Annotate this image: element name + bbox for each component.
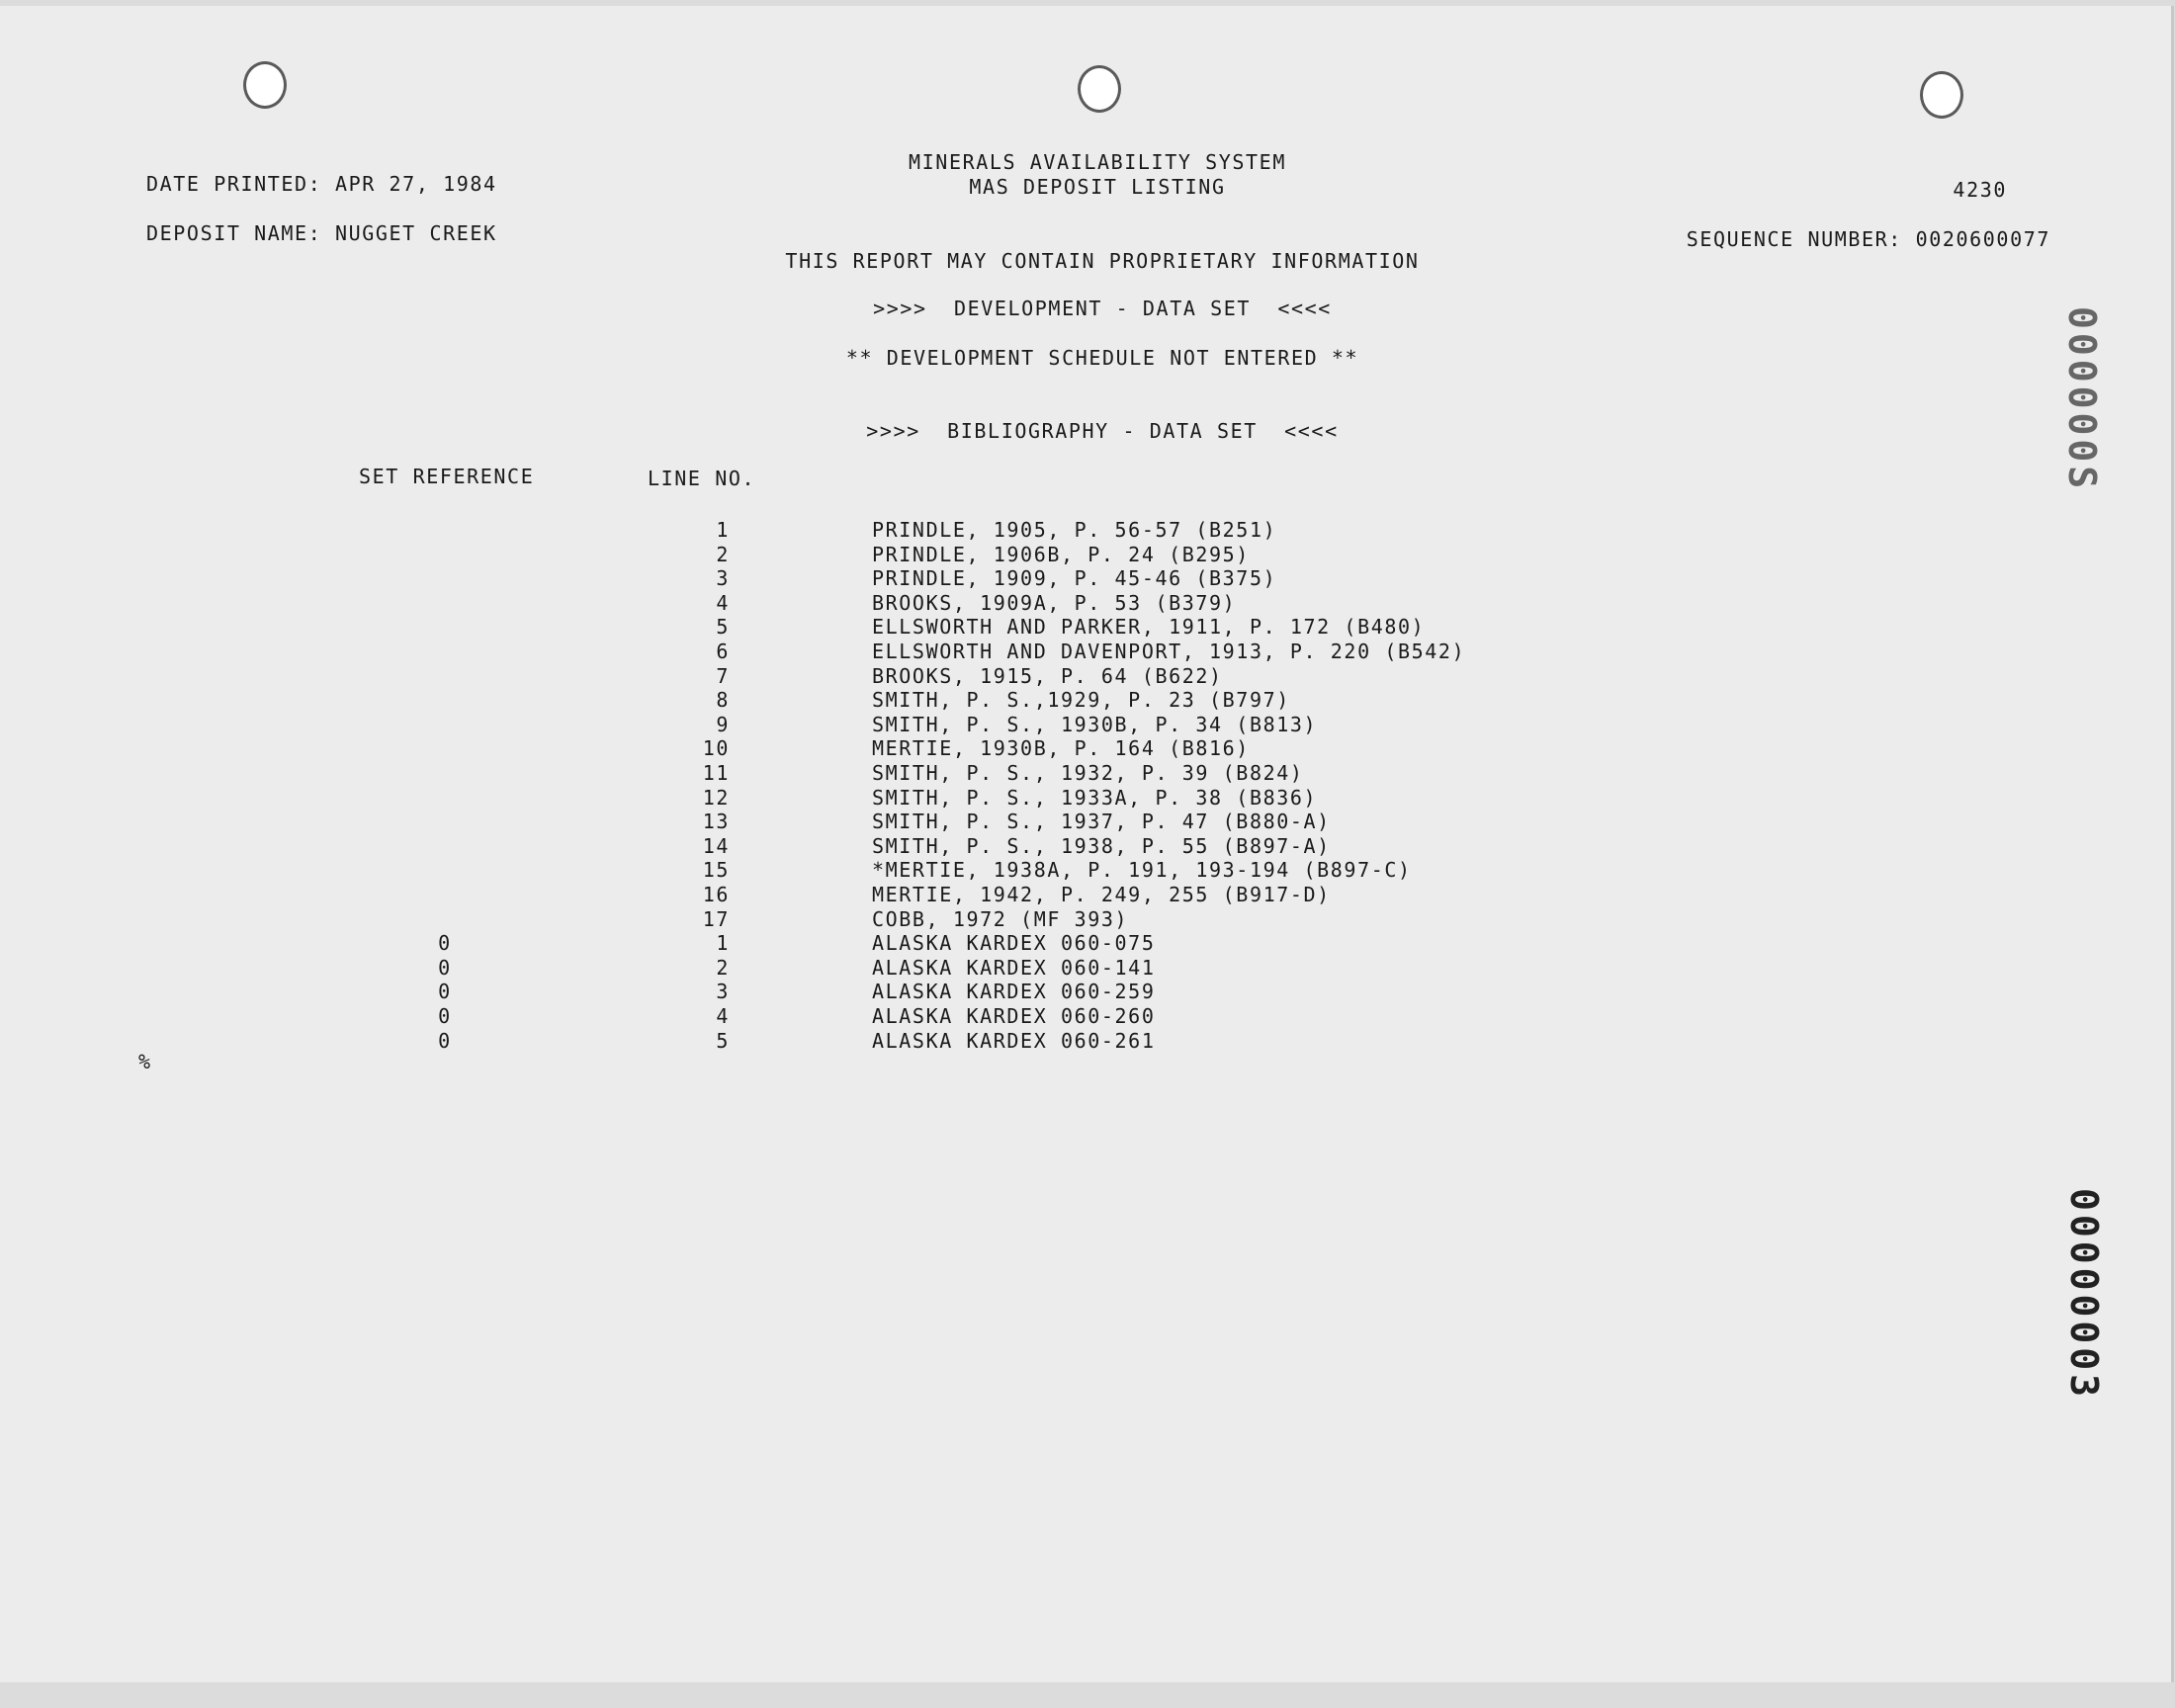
side-stamp-upper: 000000S (2060, 306, 2104, 493)
punch-hole-left (243, 61, 287, 109)
reference-text-cell: SMITH, P. S., 1933A, P. 38 (B836) (872, 785, 1318, 810)
reference-text-cell: PRINDLE, 1905, P. 56-57 (B251) (872, 518, 1277, 542)
bibliography-row (0, 761, 1582, 785)
deposit-name: DEPOSIT NAME: NUGGET CREEK (146, 221, 497, 245)
development-heading: >>>> DEVELOPMENT - DATA SET <<<< (873, 297, 1332, 320)
set-reference-cell: 0 (438, 1004, 452, 1028)
report-page (0, 6, 2174, 1682)
bibliography-row (0, 1004, 1582, 1028)
bibliography-heading: >>>> BIBLIOGRAPHY - DATA SET <<<< (866, 419, 1339, 443)
bibliography-row (0, 834, 1582, 858)
line-number-cell: 14 (702, 833, 730, 858)
listing-title: MAS DEPOSIT LISTING (969, 175, 1226, 199)
line-number-cell: 11 (702, 761, 730, 785)
line-number-cell: 6 (716, 640, 730, 663)
reference-text-cell: SMITH, P. S., 1937, P. 47 (B880-A) (872, 810, 1331, 834)
bibliography-row (0, 980, 1582, 1003)
line-number-cell: 17 (702, 906, 730, 931)
bibliography-row (0, 883, 1582, 906)
bibliography-row (0, 786, 1582, 810)
line-number-cell: 4 (716, 1004, 730, 1028)
reference-text-cell: SMITH, P. S., 1938, P. 55 (B897-A) (872, 833, 1331, 858)
column-header-set-reference: SET REFERENCE (359, 465, 535, 488)
line-number-cell: 4 (716, 590, 730, 615)
reference-text-cell: ALASKA KARDEX 060-075 (872, 931, 1156, 956)
proprietary-notice: THIS REPORT MAY CONTAIN PROPRIETARY INFORMATION (785, 249, 1420, 273)
reference-text-cell: BROOKS, 1909A, P. 53 (B379) (872, 590, 1237, 615)
line-number-cell: 2 (716, 955, 730, 980)
line-number-cell: 1 (716, 518, 730, 542)
set-reference-cell: 0 (438, 1028, 452, 1053)
reference-text-cell: ALASKA KARDEX 060-261 (872, 1028, 1156, 1053)
reference-text-cell: MERTIE, 1942, P. 249, 255 (B917-D) (872, 883, 1331, 906)
line-number-cell: 1 (716, 931, 730, 956)
bibliography-row (0, 543, 1582, 566)
line-number-cell: 8 (716, 688, 730, 713)
bibliography-row (0, 858, 1582, 882)
reference-text-cell: SMITH, P. S.,1929, P. 23 (B797) (872, 688, 1290, 713)
reference-text-cell: BROOKS, 1915, P. 64 (B622) (872, 663, 1223, 688)
reference-text-cell: SMITH, P. S., 1930B, P. 34 (B813) (872, 712, 1318, 736)
bibliography-row (0, 931, 1582, 955)
page-code: 4230 (1953, 178, 2007, 202)
bibliography-row (0, 907, 1582, 931)
bibliography-row (0, 713, 1582, 736)
bibliography-row (0, 1029, 1582, 1053)
reference-text-cell: PRINDLE, 1909, P. 45-46 (B375) (872, 566, 1277, 591)
set-reference-cell: 0 (438, 931, 452, 956)
bibliography-row (0, 736, 1582, 760)
set-reference-cell: 0 (438, 955, 452, 980)
reference-text-cell: *MERTIE, 1938A, P. 191, 193-194 (B897-C) (872, 858, 1412, 883)
reference-text-cell: ELLSWORTH AND PARKER, 1911, P. 172 (B480) (872, 615, 1426, 640)
line-number-cell: 9 (716, 712, 730, 736)
reference-text-cell: MERTIE, 1930B, P. 164 (B816) (872, 736, 1250, 761)
side-stamp-lower: 00000003 (2062, 1188, 2106, 1402)
punch-hole-right (1920, 71, 1963, 119)
bibliography-row (0, 956, 1582, 980)
line-number-cell: 2 (716, 542, 730, 566)
line-number-cell: 13 (702, 810, 730, 834)
development-note: ** DEVELOPMENT SCHEDULE NOT ENTERED ** (845, 346, 1359, 370)
line-number-cell: 5 (716, 615, 730, 640)
line-number-cell: 16 (702, 883, 730, 906)
bibliography-row (0, 591, 1582, 615)
bibliography-row (0, 688, 1582, 712)
reference-text-cell: COBB, 1972 (MF 393) (872, 906, 1129, 931)
sequence-number: SEQUENCE NUMBER: 0020600077 (1686, 227, 2050, 251)
reference-text-cell: SMITH, P. S., 1932, P. 39 (B824) (872, 761, 1304, 785)
bibliography-row (0, 810, 1582, 833)
reference-text-cell: ALASKA KARDEX 060-260 (872, 1004, 1156, 1028)
line-number-cell: 3 (716, 980, 730, 1004)
reference-text-cell: ALASKA KARDEX 060-259 (872, 980, 1156, 1004)
reference-text-cell: ELLSWORTH AND DAVENPORT, 1913, P. 220 (B542) (872, 640, 1466, 663)
reference-text-cell: PRINDLE, 1906B, P. 24 (B295) (872, 542, 1250, 566)
bibliography-row (0, 640, 1582, 663)
line-number-cell: 7 (716, 663, 730, 688)
reference-text-cell: ALASKA KARDEX 060-141 (872, 955, 1156, 980)
line-number-cell: 5 (716, 1028, 730, 1053)
line-number-cell: 3 (716, 566, 730, 591)
date-printed: DATE PRINTED: APR 27, 1984 (146, 172, 497, 196)
line-number-cell: 15 (702, 858, 730, 883)
bibliography-row (0, 566, 1582, 590)
percent-mark: % (138, 1050, 152, 1073)
system-title: MINERALS AVAILABILITY SYSTEM (909, 150, 1286, 174)
line-number-cell: 10 (702, 736, 730, 761)
punch-hole-center (1078, 65, 1121, 113)
set-reference-cell: 0 (438, 980, 452, 1004)
bibliography-row (0, 664, 1582, 688)
column-header-line-no: LINE NO. (648, 467, 756, 490)
bibliography-row (0, 518, 1582, 542)
line-number-cell: 12 (702, 785, 730, 810)
bibliography-row (0, 615, 1582, 639)
